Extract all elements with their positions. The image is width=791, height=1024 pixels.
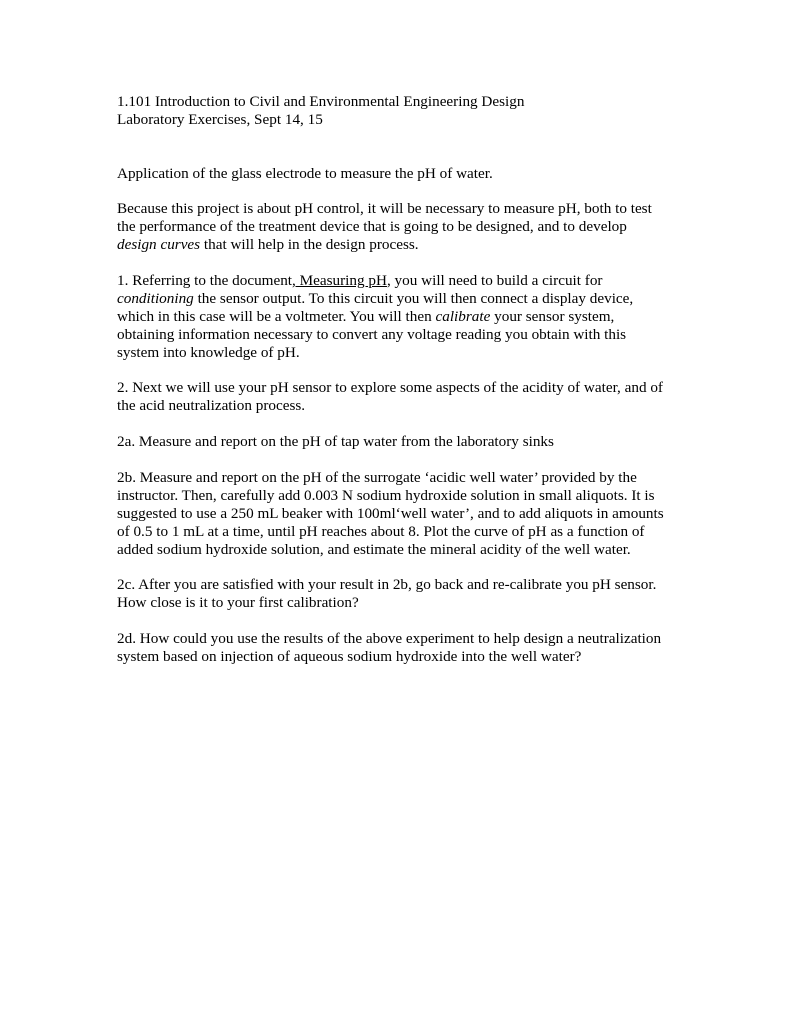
- document-body: [117, 93, 697, 666]
- intro-line: the performance of the treatment device that is going to be designed, and to develop: [117, 218, 627, 236]
- calibrate-emphasis: calibrate: [435, 307, 491, 325]
- item-1-line: conditioning the sensor output. To this circuit you will then connect a display device,: [117, 289, 634, 307]
- item-2c-line: How close is it to your first calibration?: [117, 594, 359, 612]
- course-title: 1.101 Introduction to Civil and Environmental Engineering Design: [117, 93, 525, 110]
- item-1-line: system into knowledge of pH.: [117, 343, 300, 361]
- item-1-paragraph: [117, 272, 697, 362]
- exercise-title: Application of the glass electrode to measure the pH of water.: [117, 164, 493, 182]
- item-1-line: obtaining information necessary to convert any voltage reading you obtain with this: [117, 325, 627, 343]
- item-2b-line: of 0.5 to 1 mL at a time, until pH reaches about 8. Plot the curve of pH as a function of: [117, 522, 645, 540]
- item-2d-line: system based on injection of aqueous sodium hydroxide into the well water?: [117, 647, 582, 665]
- measuring-ph-reference: , Measuring pH: [292, 272, 387, 290]
- header: [117, 93, 697, 129]
- item-2b-line: suggested to use a 250 mL beaker with 100ml‘well water’, and to add aliquots in amounts: [117, 504, 664, 522]
- item-1-line: which in this case will be a voltmeter. You will then calibrate your sensor system,: [117, 307, 615, 325]
- intro-line: Because this project is about pH control, it will be necessary to measure pH, both to test: [117, 200, 652, 218]
- item-2b-paragraph: [117, 469, 697, 559]
- design-curves-emphasis: design curves: [117, 236, 201, 254]
- item-2d-line: 2d. How could you use the results of the above experiment to help design a neutralization: [117, 630, 662, 648]
- conditioning-emphasis: conditioning: [117, 289, 194, 307]
- item-2b-line: instructor. Then, carefully add 0.003 N sodium hydroxide solution in small aliquots. It is: [117, 486, 655, 504]
- intro-line: design curves that will help in the design process.: [117, 236, 419, 254]
- item-2c-paragraph: [117, 576, 697, 612]
- session-info: Laboratory Exercises, Sept 14, 15: [117, 110, 323, 128]
- item-2b-line: added sodium hydroxide solution, and estimate the mineral acidity of the well water.: [117, 540, 631, 558]
- item-2-line: 2. Next we will use your pH sensor to explore some aspects of the acidity of water, and of: [117, 379, 663, 397]
- item-2-paragraph: [117, 379, 697, 415]
- intro-paragraph: [117, 200, 697, 254]
- item-1-line: 1. Referring to the document, Measuring pH, you will need to build a circuit for: [117, 272, 603, 290]
- item-2d-paragraph: [117, 630, 697, 666]
- item-2a-paragraph: [117, 433, 697, 451]
- item-2a-line: 2a. Measure and report on the pH of tap water from the laboratory sinks: [117, 433, 554, 451]
- item-2-line: the acid neutralization process.: [117, 397, 306, 415]
- item-2c-line: 2c. After you are satisfied with your result in 2b, go back and re-calibrate you pH sensor.: [117, 576, 657, 594]
- item-2b-line: 2b. Measure and report on the pH of the surrogate ‘acidic well water’ provided by the: [117, 468, 637, 486]
